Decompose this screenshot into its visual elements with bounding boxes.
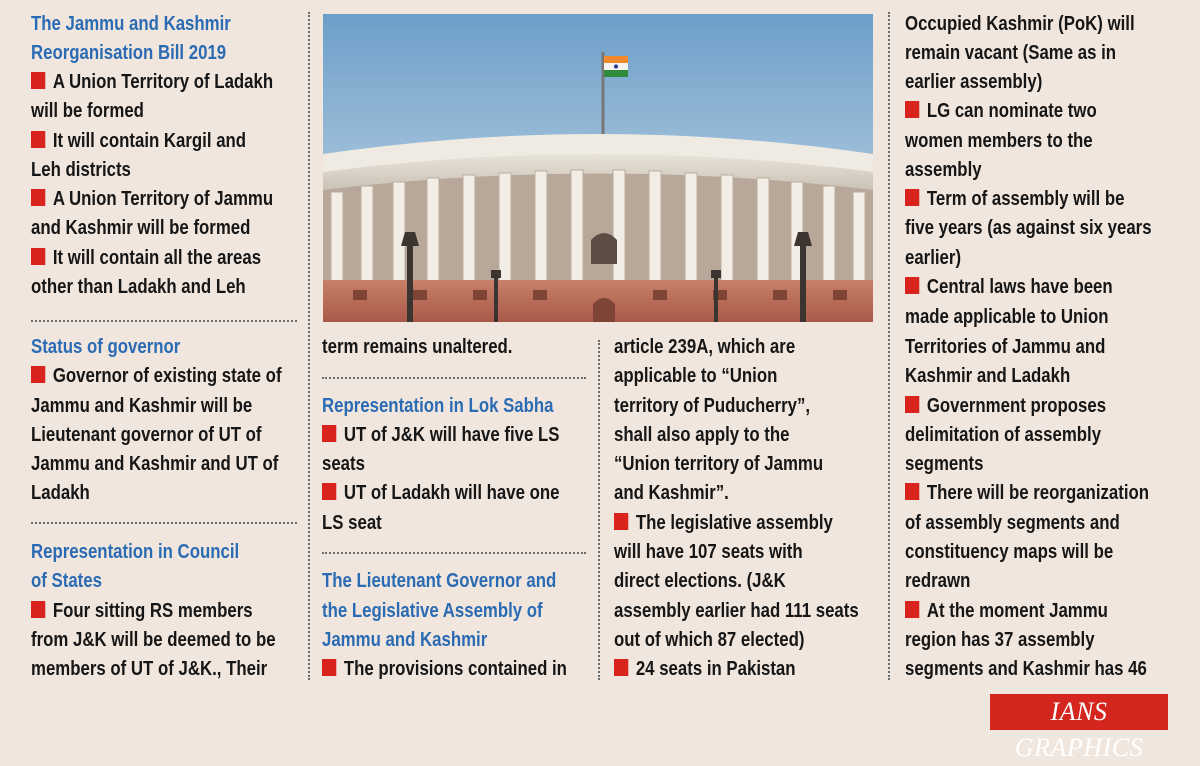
column-divider bbox=[888, 12, 890, 680]
list-item-continued: seats bbox=[322, 453, 365, 475]
list-item-continued: Kashmir and Ladakh bbox=[905, 365, 1071, 387]
bullet-square-icon bbox=[322, 659, 336, 676]
list-item: The legislative assembly bbox=[614, 509, 833, 538]
list-item-continued: applicable to “Union bbox=[614, 365, 778, 387]
list-item: A Union Territory of Ladakh bbox=[31, 68, 273, 97]
column-divider bbox=[308, 12, 310, 680]
list-item-continued: Occupied Kashmir (PoK) will bbox=[905, 13, 1135, 35]
list-item-continued: direct elections. (J&K bbox=[614, 570, 786, 592]
bullet-square-icon bbox=[31, 189, 45, 206]
list-item-continued: shall also apply to the bbox=[614, 424, 790, 446]
list-item-continued: territory of Puducherry”, bbox=[614, 395, 811, 417]
bullet-square-icon bbox=[905, 277, 919, 294]
section-heading: Representation in Council bbox=[31, 541, 240, 563]
list-item-continued: will be formed bbox=[31, 100, 144, 122]
list-item-continued: article 239A, which are bbox=[614, 336, 796, 358]
parliament-photo bbox=[323, 14, 873, 322]
bullet-square-icon bbox=[905, 189, 919, 206]
list-item-continued: Territories of Jammu and bbox=[905, 336, 1106, 358]
bullet-square-icon bbox=[31, 601, 45, 618]
list-item-continued: five years (as against six years bbox=[905, 217, 1152, 239]
section-heading: Status of governor bbox=[31, 336, 181, 358]
list-item: A Union Territory of Jammu bbox=[31, 185, 273, 214]
list-item-continued: region has 37 assembly bbox=[905, 629, 1095, 651]
list-item-continued: assembly earlier had 111 seats bbox=[614, 600, 859, 622]
list-item-continued: out of which 87 elected) bbox=[614, 629, 805, 651]
list-item-continued: of assembly segments and bbox=[905, 512, 1120, 534]
list-item-continued: and Kashmir”. bbox=[614, 482, 729, 504]
list-item-continued: assembly bbox=[905, 159, 982, 181]
list-item: Term of assembly will be bbox=[905, 185, 1124, 214]
list-item-continued: constituency maps will be bbox=[905, 541, 1114, 563]
list-item-continued: Ladakh bbox=[31, 482, 90, 504]
list-item: Government proposes bbox=[905, 392, 1106, 421]
bullet-square-icon bbox=[905, 601, 919, 618]
list-item: It will contain Kargil and bbox=[31, 127, 246, 156]
list-item: UT of J&K will have five LS bbox=[322, 421, 559, 450]
bullet-square-icon bbox=[31, 366, 45, 383]
divider bbox=[322, 552, 586, 554]
continued-text: term remains unaltered. bbox=[322, 336, 513, 358]
list-item: Central laws have been bbox=[905, 273, 1113, 302]
bullet-square-icon bbox=[905, 483, 919, 500]
list-item-continued: and Kashmir will be formed bbox=[31, 217, 251, 239]
bullet-square-icon bbox=[614, 513, 628, 530]
ians-graphics-logo: IANS GRAPHICS bbox=[990, 694, 1168, 730]
list-item: LG can nominate two bbox=[905, 97, 1097, 126]
list-item: There will be reorganization bbox=[905, 479, 1149, 508]
list-item: 24 seats in Pakistan bbox=[614, 655, 796, 684]
list-item-continued: “Union territory of Jammu bbox=[614, 453, 824, 475]
divider bbox=[322, 377, 586, 379]
list-item: UT of Ladakh will have one bbox=[322, 479, 559, 508]
section-heading: The Lieutenant Governor and bbox=[322, 570, 557, 592]
list-item-continued: segments bbox=[905, 453, 984, 475]
list-item: Governor of existing state of bbox=[31, 362, 282, 391]
list-item-continued: Leh districts bbox=[31, 159, 131, 181]
list-item: It will contain all the areas bbox=[31, 244, 261, 273]
section-heading: Reorganisation Bill 2019 bbox=[31, 42, 227, 64]
list-item-continued: made applicable to Union bbox=[905, 306, 1109, 328]
divider bbox=[31, 320, 297, 322]
bullet-square-icon bbox=[905, 396, 919, 413]
list-item-continued: redrawn bbox=[905, 570, 971, 592]
list-item-continued: other than Ladakh and Leh bbox=[31, 276, 246, 298]
bullet-square-icon bbox=[322, 483, 336, 500]
bullet-square-icon bbox=[614, 659, 628, 676]
section-heading: of States bbox=[31, 570, 102, 592]
section-heading: the Legislative Assembly of bbox=[322, 600, 543, 622]
list-item-continued: remain vacant (Same as in bbox=[905, 42, 1117, 64]
list-item-continued: segments and Kashmir has 46 bbox=[905, 658, 1147, 680]
divider bbox=[31, 522, 297, 524]
column-divider bbox=[598, 340, 600, 680]
bullet-square-icon bbox=[31, 131, 45, 148]
list-item-continued: Jammu and Kashmir and UT of bbox=[31, 453, 279, 475]
bullet-square-icon bbox=[905, 101, 919, 118]
list-item-continued: from J&K will be deemed to be bbox=[31, 629, 276, 651]
bullet-square-icon bbox=[31, 248, 45, 265]
list-item-continued: members of UT of J&K., Their bbox=[31, 658, 268, 680]
bullet-square-icon bbox=[31, 72, 45, 89]
list-item: Four sitting RS members bbox=[31, 597, 253, 626]
bullet-square-icon bbox=[322, 425, 336, 442]
section-heading: The Jammu and Kashmir bbox=[31, 13, 231, 35]
list-item: The provisions contained in bbox=[322, 655, 567, 684]
list-item-continued: LS seat bbox=[322, 512, 382, 534]
list-item-continued: delimitation of assembly bbox=[905, 424, 1102, 446]
list-item: At the moment Jammu bbox=[905, 597, 1108, 626]
list-item-continued: will have 107 seats with bbox=[614, 541, 803, 563]
section-heading: Jammu and Kashmir bbox=[322, 629, 488, 651]
list-item-continued: women members to the bbox=[905, 130, 1093, 152]
section-heading: Representation in Lok Sabha bbox=[322, 395, 554, 417]
list-item-continued: Lieutenant governor of UT of bbox=[31, 424, 262, 446]
list-item-continued: earlier assembly) bbox=[905, 71, 1043, 93]
list-item-continued: earlier) bbox=[905, 247, 962, 269]
list-item-continued: Jammu and Kashmir will be bbox=[31, 395, 253, 417]
